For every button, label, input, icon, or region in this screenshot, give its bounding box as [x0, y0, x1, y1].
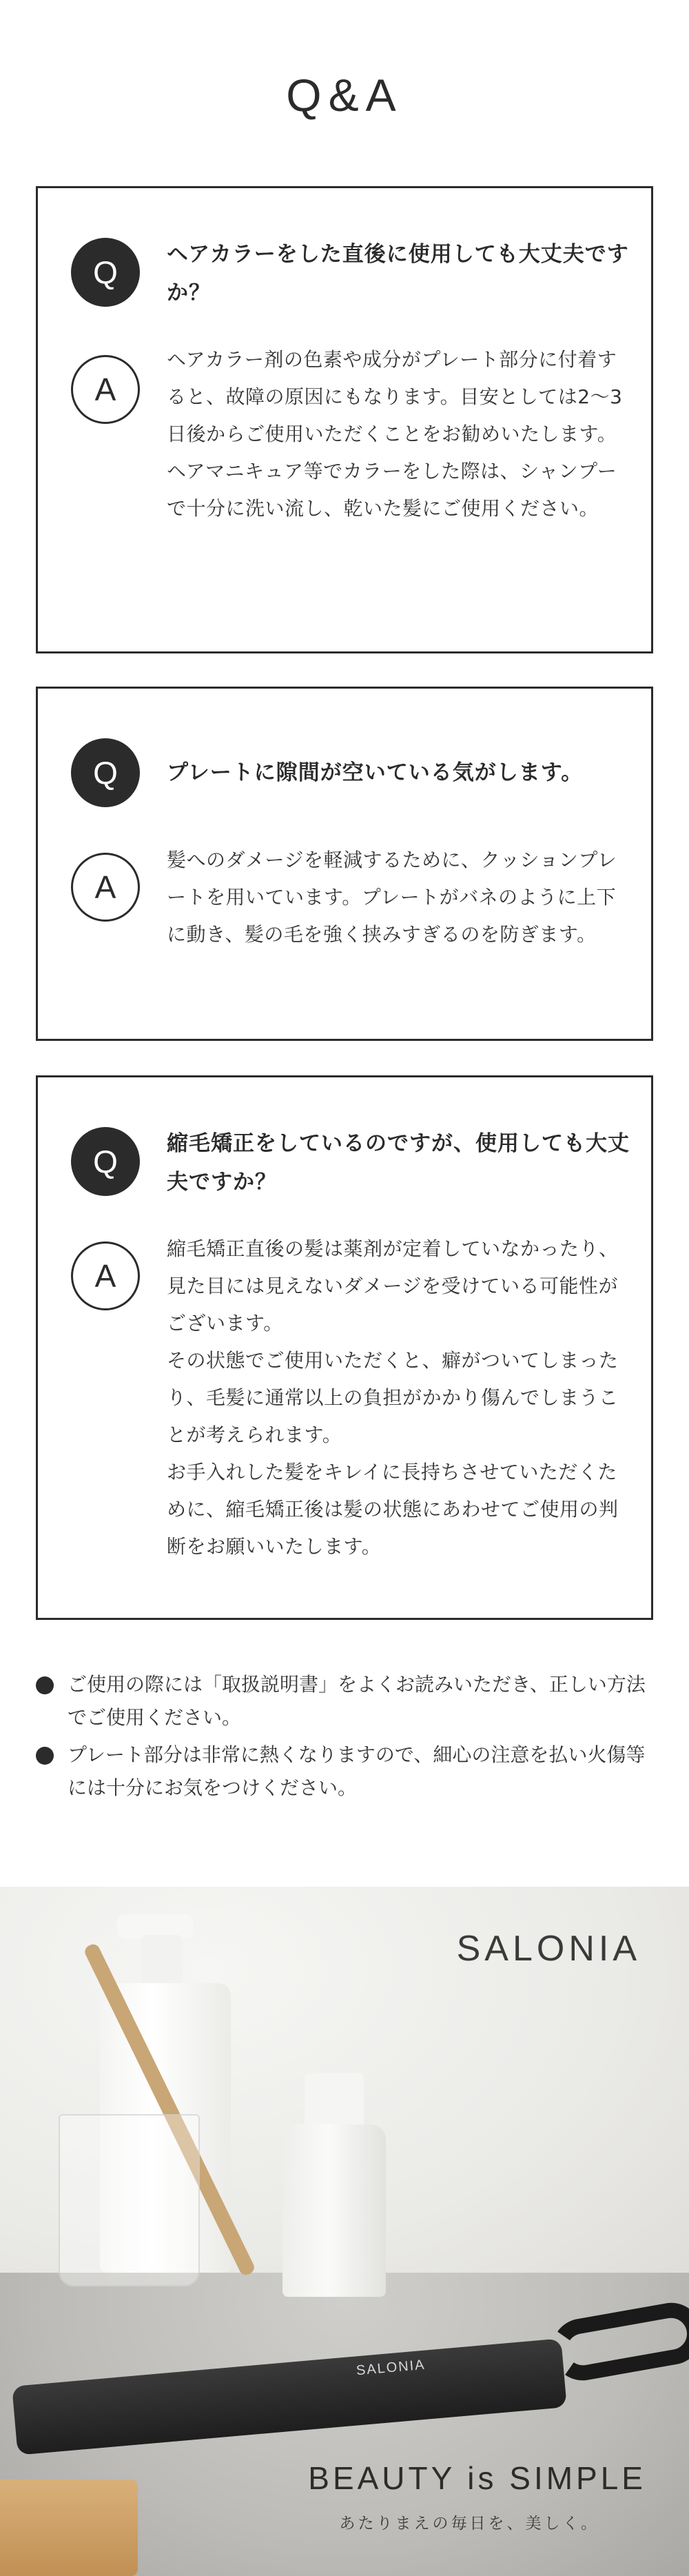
tagline: BEAUTY is SIMPLE [308, 2460, 646, 2496]
answer-paragraph: その状態でご使用いただくと、癖がついてしまったり、毛髪に通常以上の負担がかかり傷んでしまうことが考えられます。 [167, 1349, 619, 1446]
q-badge: Q [71, 1127, 140, 1196]
caution-note [36, 1738, 656, 1805]
a-badge: A [71, 1241, 140, 1310]
caution-note-text: プレート部分は非常に熱くなりますので、細心の注意を払い火傷等には十分にお気をつけください。 [68, 1743, 646, 1799]
glass-cup [59, 2114, 200, 2286]
brand-logo: SALONIA [456, 1929, 641, 1969]
soap-bar [0, 2479, 138, 2576]
caution-note-text: ご使用の際には「取扱説明書」をよくお読みいただき、正しい方法でご使用ください。 [68, 1673, 646, 1729]
caution-notes [36, 1668, 656, 1809]
qa-card-3 [36, 1075, 653, 1620]
caution-note [36, 1668, 656, 1734]
answer-text [167, 842, 630, 953]
answer-text [167, 1230, 630, 1565]
q-badge: Q [71, 238, 140, 307]
answer-paragraph: 縮毛矯正直後の髪は薬剤が定着していなかったり、見た目には見えないダメージを受けている可能性がございます。 [167, 1237, 619, 1335]
a-badge: A [71, 355, 140, 424]
answer-paragraph: お手入れした髪をキレイに長持ちさせていただくために、縮毛矯正後は髪の状態にあわせてご使用の判断をお願いいたします。 [167, 1461, 619, 1558]
small-bottle-cap [305, 2073, 364, 2131]
pump-bottle-neck [141, 1935, 183, 1990]
q-badge: Q [71, 738, 140, 807]
answer-paragraph: ヘアカラー剤の色素や成分がプレート部分に付着すると、故障の原因にもなります。目安としては2〜3日後からご使用いただくことをお勧めいたします。 [167, 348, 623, 445]
a-badge: A [71, 853, 140, 922]
question-text: プレートに隙間が空いている気がします。 [167, 760, 584, 785]
hero-product-image [0, 1887, 689, 2576]
sub-tagline: あたりまえの毎日を、美しく。 [339, 2515, 599, 2533]
answer-paragraph: 髪へのダメージを軽減するために、クッションプレートを用いています。プレートがバネのように上下に動き、髪の毛を強く挟みすぎるのを防ぎます。 [167, 849, 617, 946]
qa-card-1 [36, 186, 653, 653]
question-text: ヘアカラーをした直後に使用しても大丈夫ですか？ [167, 242, 629, 305]
bullet-icon [36, 1676, 54, 1694]
question-text: 縮毛矯正をしているのですが、使用しても大丈夫ですか？ [167, 1131, 630, 1195]
bullet-icon [36, 1747, 54, 1765]
small-bottle [282, 2124, 386, 2297]
iron-brand-label: SALONIA [356, 2357, 426, 2379]
answer-text [167, 341, 630, 527]
qa-card-2 [36, 687, 653, 1041]
page-title: Q&A [286, 70, 403, 121]
answer-paragraph: ヘアマニキュア等でカラーをした際は、シャンプーで十分に洗い流し、乾いた髪にご使用ください。 [167, 460, 617, 520]
